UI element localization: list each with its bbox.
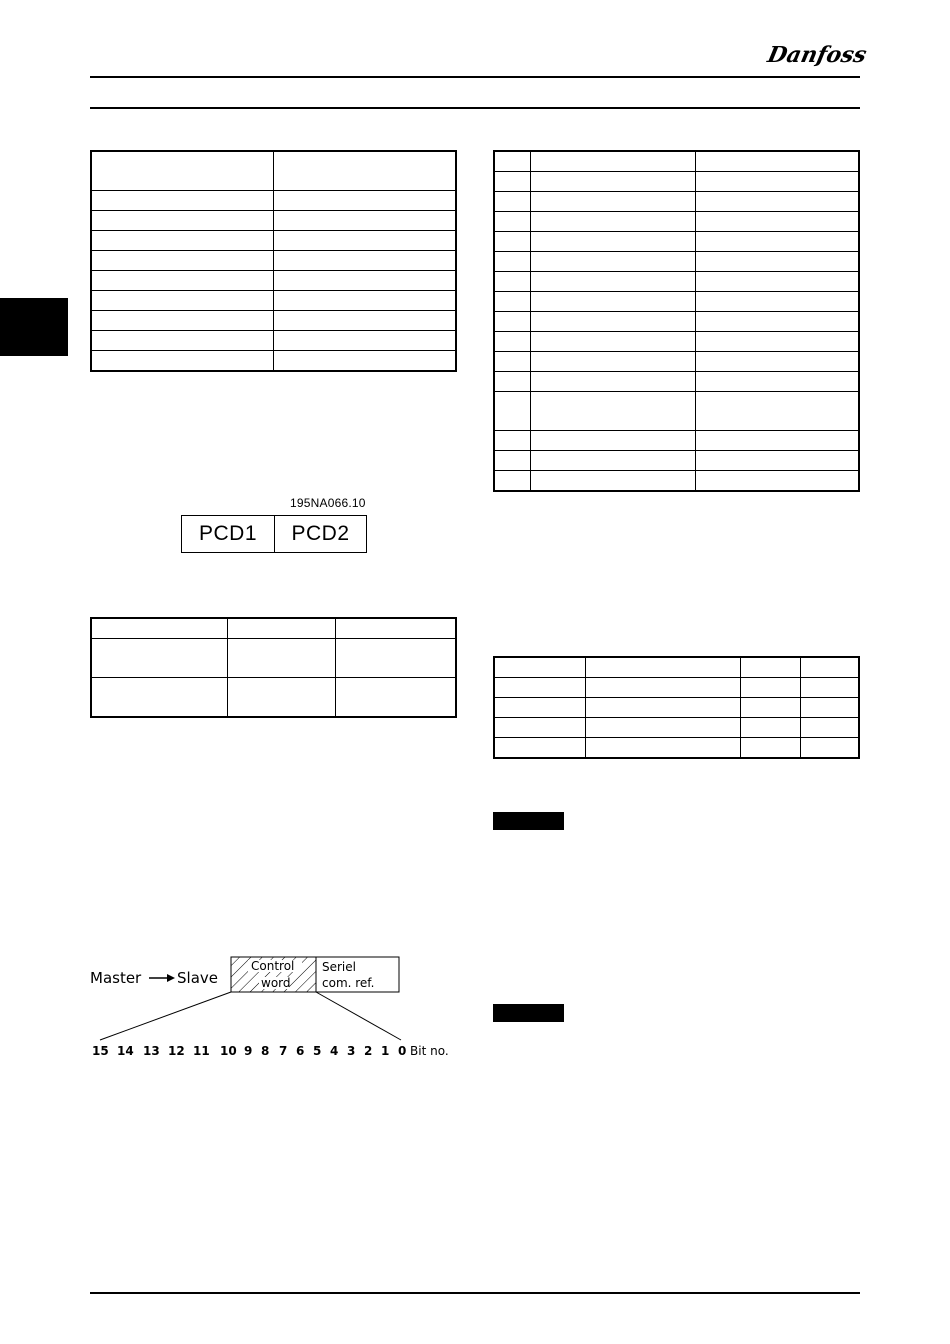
- bit-number: 15: [92, 1044, 109, 1058]
- bit-number: 14: [117, 1044, 134, 1058]
- bit-number: 13: [143, 1044, 160, 1058]
- bit-number: 11: [193, 1044, 210, 1058]
- bit-number: 7: [279, 1044, 288, 1058]
- chapter-tab: [0, 298, 68, 356]
- bit-number: 5: [313, 1044, 322, 1058]
- control-word-line2: word: [261, 976, 291, 990]
- control-word-diagram: [88, 950, 468, 1065]
- serial-ref-line1: Seriel: [322, 960, 356, 974]
- arrow-right-icon: [167, 974, 175, 982]
- slave-label: Slave: [177, 969, 218, 987]
- note-tag-2: [493, 1004, 564, 1022]
- footer-rule: [90, 1292, 860, 1294]
- figure-code: 195NA066.10: [290, 496, 366, 510]
- bit-number: 9: [244, 1044, 253, 1058]
- danfoss-logo: [765, 36, 869, 72]
- right-table-2: [493, 656, 860, 759]
- bit-number: 8: [261, 1044, 270, 1058]
- bracket-line-right: [316, 992, 401, 1040]
- pcd2-cell: PCD2: [274, 515, 367, 553]
- logo-wordmark: Danfoss: [765, 42, 869, 68]
- header-rule-bottom: [90, 107, 860, 109]
- bit-number: 10: [220, 1044, 237, 1058]
- left-table-2: [90, 617, 457, 718]
- master-label: Master: [90, 969, 142, 987]
- bit-number: 0: [398, 1044, 407, 1058]
- left-table-1: [90, 150, 457, 372]
- bracket-line-left: [100, 992, 231, 1040]
- bit-number: 6: [296, 1044, 305, 1058]
- note-tag-1: [493, 812, 564, 830]
- pcd1-cell: PCD1: [181, 515, 275, 553]
- bit-number: 2: [364, 1044, 373, 1058]
- right-table-1: [493, 150, 860, 492]
- bit-number: 3: [347, 1044, 356, 1058]
- bit-number: 4: [330, 1044, 339, 1058]
- control-word-line1: Control: [251, 959, 295, 973]
- header-rule-top: [90, 76, 860, 78]
- serial-ref-line2: com. ref.: [322, 976, 375, 990]
- bit-number: 1: [381, 1044, 390, 1058]
- bit-no-label: Bit no.: [410, 1044, 449, 1058]
- bit-number: 12: [168, 1044, 185, 1058]
